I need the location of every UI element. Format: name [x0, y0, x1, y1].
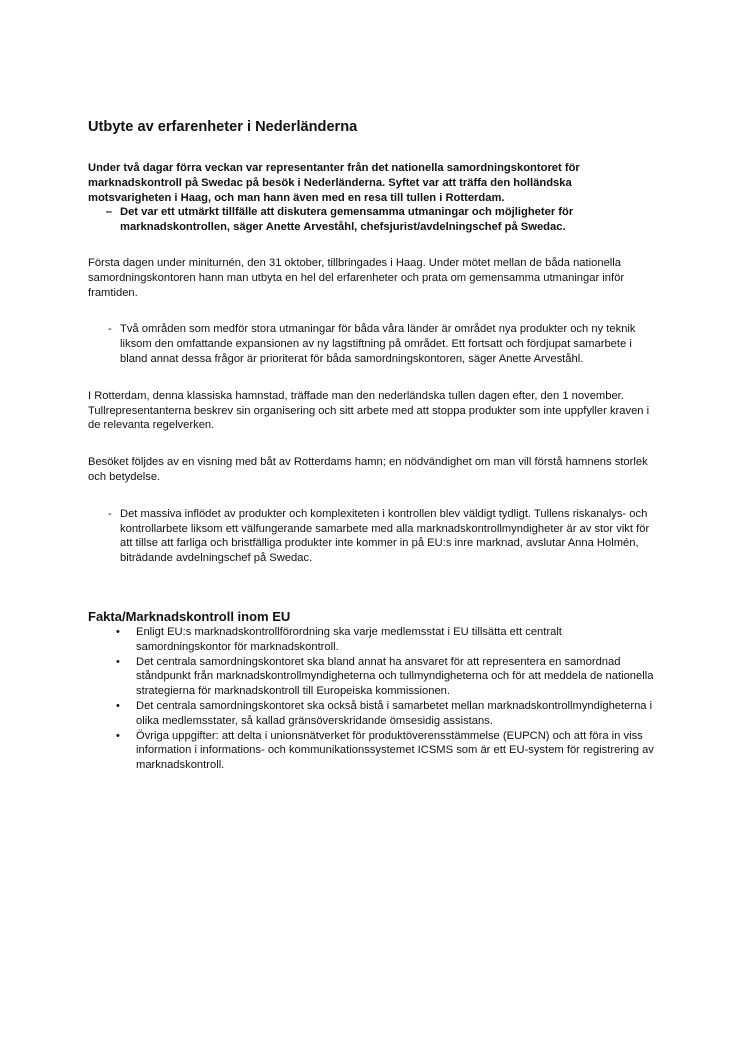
list-item: • Det centrala samordningskontoret ska också bistå i samarbetet mellan marknadskontrollmyndigheterna i olika medlemsstater, så kallad gränsöverskridande ömsesidig assistans.	[116, 699, 653, 727]
dash-marker: -	[108, 323, 112, 336]
list-item: • Enligt EU:s marknadskontrollförordning ska varje medlemsstat i EU tillsätta ett centralt samordningskontor för marknadskontroll.	[116, 625, 562, 653]
article-title: Utbyte av erfarenheter i Nederländerna	[88, 119, 358, 135]
bullet-icon: •	[116, 655, 120, 668]
bullet-icon: •	[116, 699, 120, 712]
dash-marker: -	[108, 507, 112, 520]
facts-list	[88, 625, 658, 773]
paragraph-rotterdam: I Rotterdam, denna klassiska hamnstad, träffade man den nederländska tullen dagen efter, den 1 november. Tullrepresentanterna beskrev sin organisering och sitt arbete med att stoppa produkter som inte uppfyller kraven i de relevanta regelverken.	[88, 389, 650, 432]
paragraph-haag: Första dagen under miniturnén, den 31 oktober, tillbringades i Haag. Under mötet mellan de båda nationella samordningskontoren hann man utbyta en hel del erfarenheter och prata om gemensamma utmaningar inför framtiden.	[88, 256, 625, 299]
bullet-icon: •	[116, 729, 120, 742]
quote-arvestahl	[88, 322, 658, 366]
article-lead: Under två dagar förra veckan var representanter från det nationella samordningskontoret för marknadskontroll på Swedac på besök i Nederländerna. Syftet var att träffa den holländska motsvarigheten i Haag, och man hann även med en resa till tullen i Rotterdam.	[88, 162, 580, 204]
document-page	[88, 118, 658, 773]
lead-quote-text: Det var ett utmärkt tillfälle att diskutera gemensamma utmaningar och möjligheter för marknadskontrollen, säger Anette Arveståhl, chefsjurist/avdelningschef på Swedac.	[120, 206, 574, 234]
quote-arvestahl-text: Två områden som medför stora utmaningar för båda våra länder är området nya produkter och ny teknik liksom den omfattande expansionen av ny lagstiftning på området. Ett fortsatt och fördjupat samarbete i bland annat dessa frågor är prioriterat för båda samordningskontoren, säger Anette Arveståhl.	[120, 323, 636, 365]
list-item: • Övriga uppgifter: att delta i unionsnätverket för produktöverensstämmelse (EUPCN) och att föra in viss information i informations- och kommunikationssystemet ICSMS som är ett EU-system för registrering av marknadskontroll.	[116, 729, 654, 772]
facts-title: Fakta/Marknadskontroll inom EU	[88, 608, 291, 624]
quote-holmen-text: Det massiva inflödet av produkter och komplexiteten i kontrollen blev väldigt tydligt. Tullens riskanalys- och kontrollarbete liksom ett välfungerande samarbete med alla marknadskontrollmyndigheter är av stor vikt för att tillse att farliga och bristfälliga produkter inte kommer in på EU:s inre marknad, avslutar Anna Holmén, biträdande avdelningschef på Swedac.	[120, 507, 650, 565]
bullet-icon: •	[116, 625, 120, 638]
list-item: • Det centrala samordningskontoret ska bland annat ha ansvaret för att representera en samordnad ståndpunkt från marknadskontrollmyndigheterna och tullmyndigheterna och för att meddela de nationella strategierna för marknadskontroll till Europeiska kommissionen.	[116, 655, 654, 698]
lead-quote: – Det var ett utmärkt tillfälle att diskutera gemensamma utmaningar och möjligheter för marknadskontrollen, säger Anette Arveståhl, chefsjurist/avdelningschef på Swedac.	[105, 206, 574, 234]
quote-holmen	[88, 507, 658, 566]
paragraph-harbour: Besöket följdes av en visning med båt av Rotterdams hamn; en nödvändighet om man vill förstå hamnens storlek och betydelse.	[88, 456, 648, 483]
